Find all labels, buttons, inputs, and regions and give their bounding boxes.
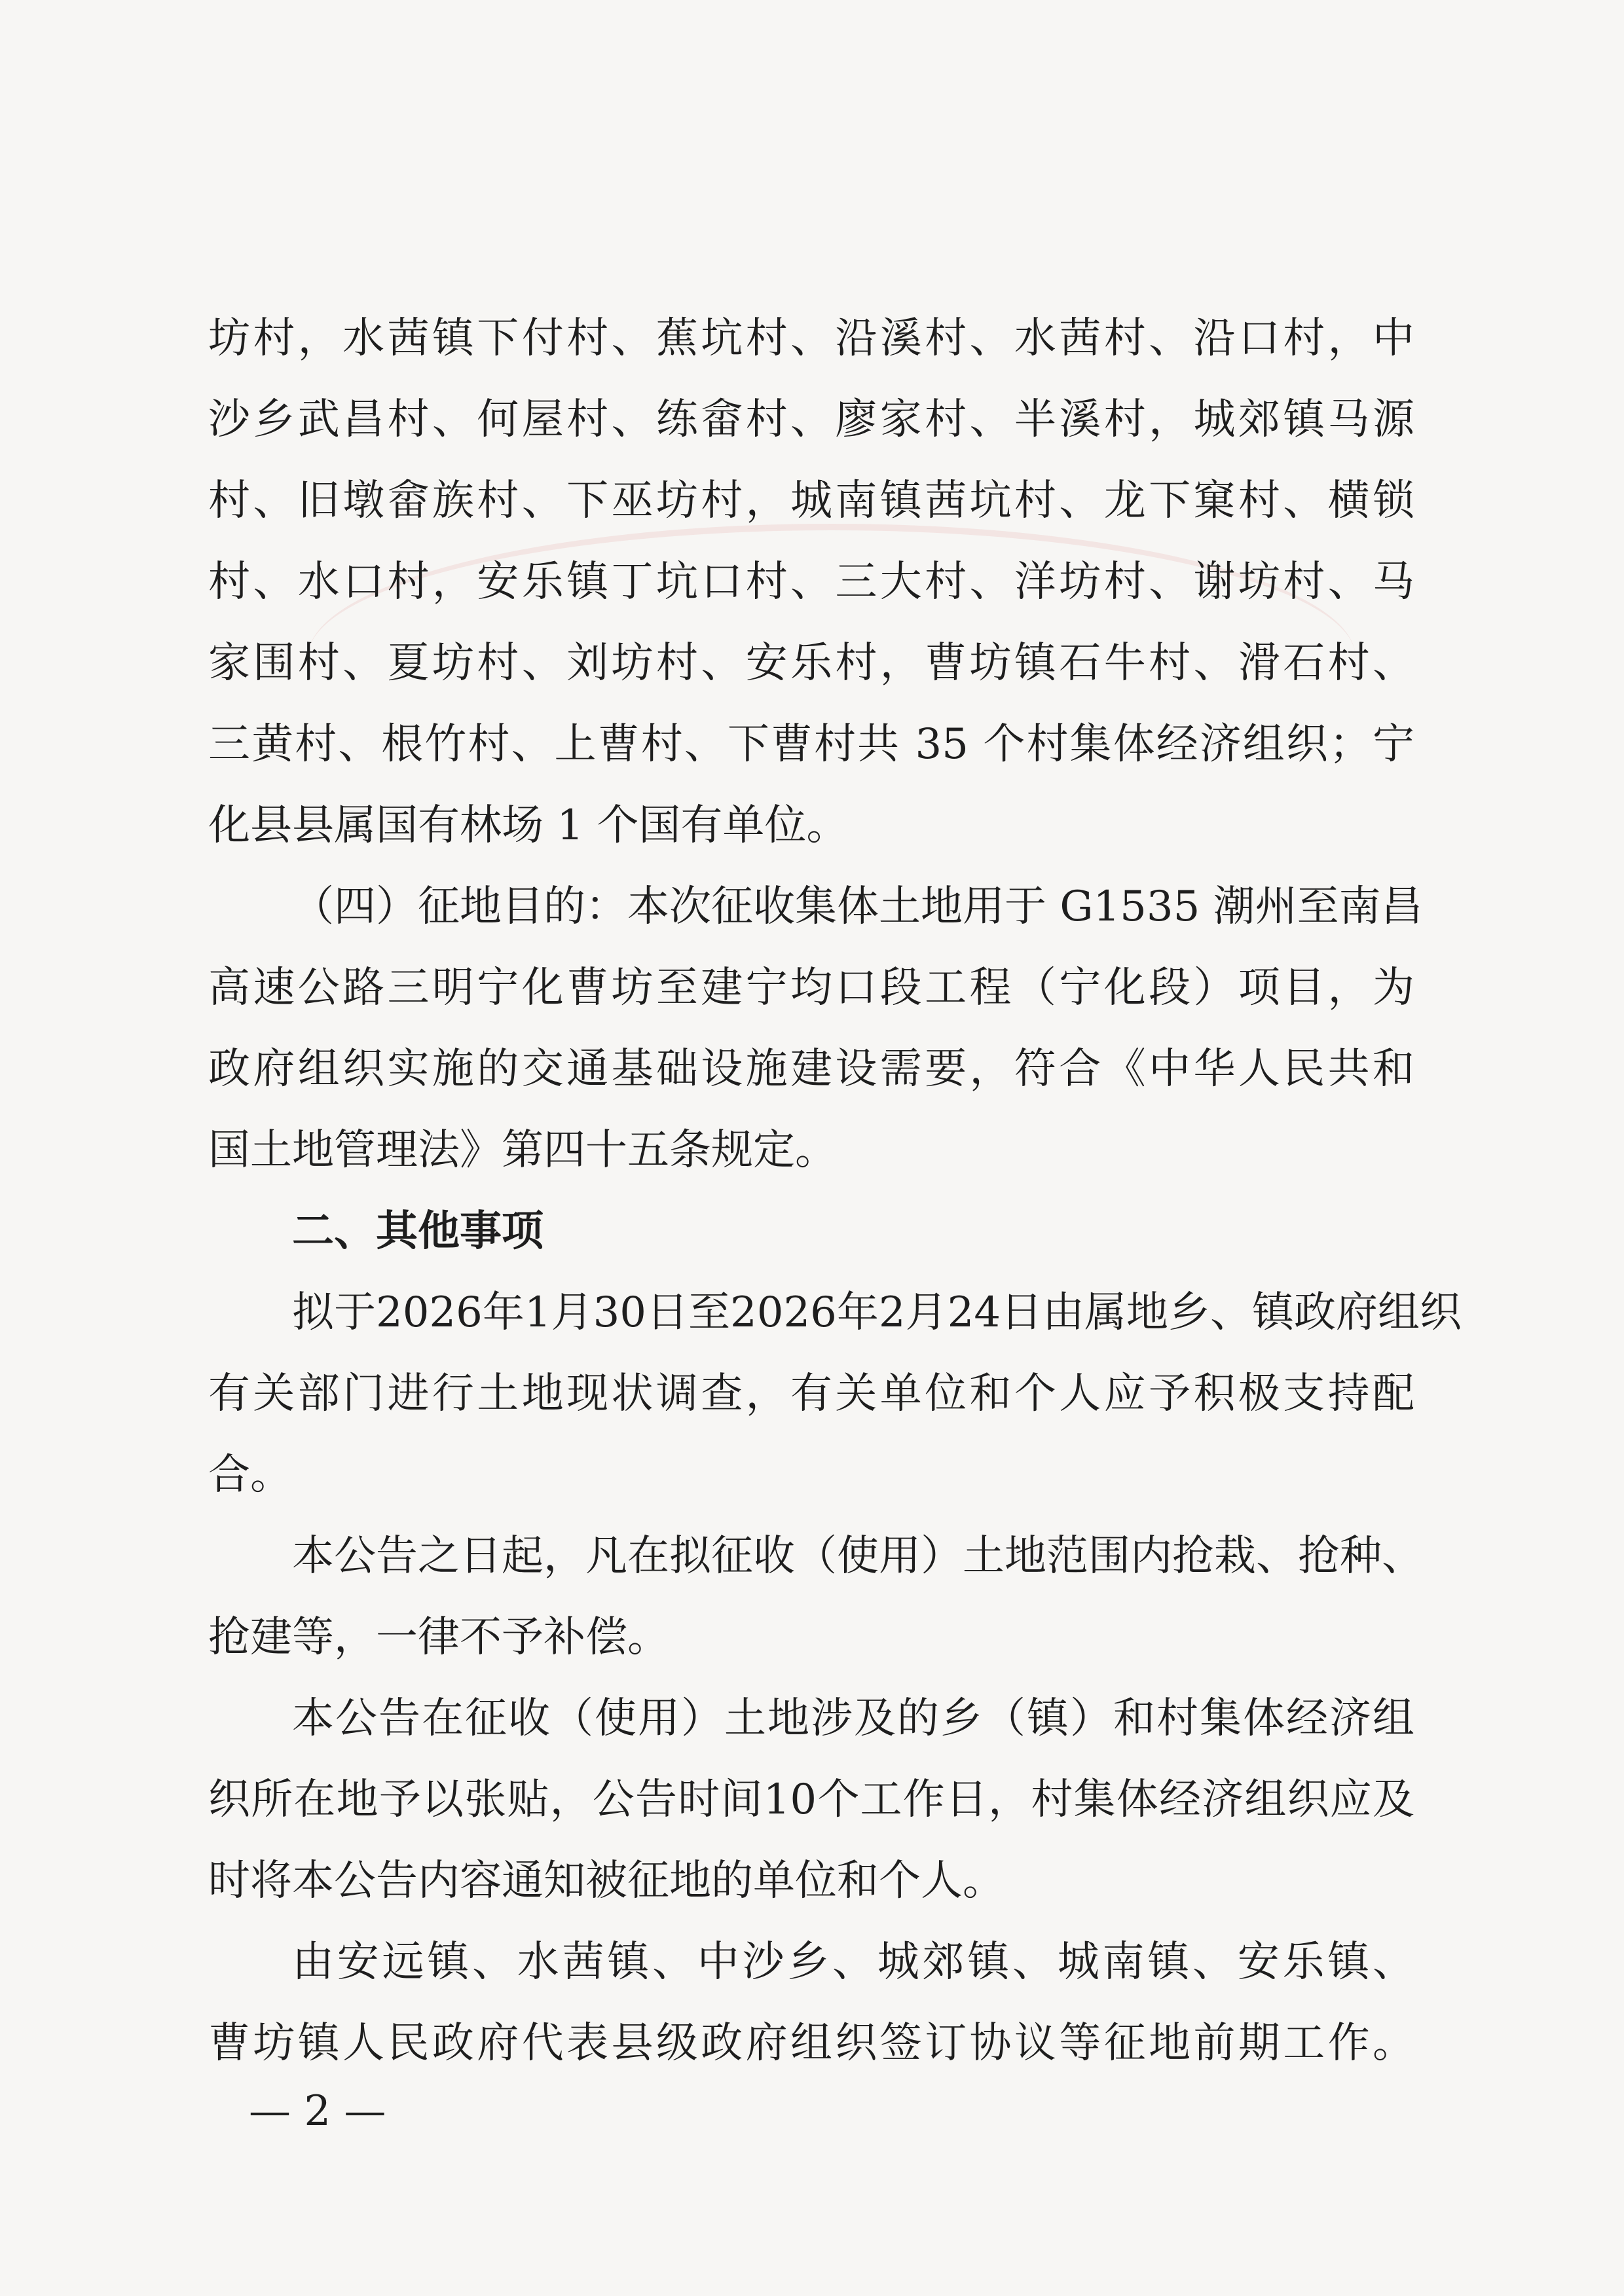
text-line: 家围村、夏坊村、刘坊村、安乐村，曹坊镇石牛村、滑石村、 [208,639,1414,687]
section-heading: 二、其他事项 [292,1207,544,1256]
text-line: 政府组织实施的交通基础设施建设需要，符合《中华人民共和 [208,1045,1414,1093]
text-line: 国土地管理法》第四十五条规定。 [208,1126,837,1175]
text-line: 本公告在征收（使用）土地涉及的乡（镇）和村集体经济组 [292,1694,1414,1743]
text-line: 抢建等，一律不予补偿。 [208,1613,669,1662]
text-line: 曹坊镇人民政府代表县级政府组织签订协议等征地前期工作。 [208,2019,1414,2068]
document-body [208,298,1462,2084]
text-line: 村、旧墩畲族村、下巫坊村，城南镇茜坑村、龙下窠村、横锁 [208,477,1414,525]
text-line: 沙乡武昌村、何屋村、练畲村、廖家村、半溪村，城郊镇马源 [208,395,1414,444]
text-line: 本公告之日起，凡在拟征收（使用）土地范围内抢栽、抢种、 [292,1532,1424,1580]
text-line: 有关部门进行土地现状调查，有关单位和个人应予积极支持配 [208,1370,1414,1418]
text-line: 村、水口村，安乐镇丁坑口村、三大村、洋坊村、谢坊村、马 [208,558,1414,606]
text-line: 拟于2026年1月30日至2026年2月24日由属地乡、镇政府组织 [292,1288,1462,1337]
text-line: 三黄村、根竹村、上曹村、下曹村共 35 个村集体经济组织；宁 [208,720,1414,769]
text-line: 由安远镇、水茜镇、中沙乡、城郊镇、城南镇、安乐镇、 [292,1938,1414,1986]
text-line: 高速公路三明宁化曹坊至建宁均口段工程（宁化段）项目，为 [208,964,1414,1012]
text-line: 织所在地予以张贴，公告时间10个工作日，村集体经济组织应及 [208,1776,1414,1824]
text-line: 化县县属国有林场 1 个国有单位。 [208,801,849,850]
text-line: 坊村，水茜镇下付村、蕉坑村、沿溪村、水茜村、沿口村，中 [208,314,1414,363]
text-line: （四）征地目的：本次征收集体土地用于 G1535 潮州至南昌 [292,883,1423,931]
text-line: 时将本公告内容通知被征地的单位和个人。 [208,1857,1005,1905]
page-number: — 2 — [249,2087,386,2136]
text-line: 合。 [208,1451,292,1499]
